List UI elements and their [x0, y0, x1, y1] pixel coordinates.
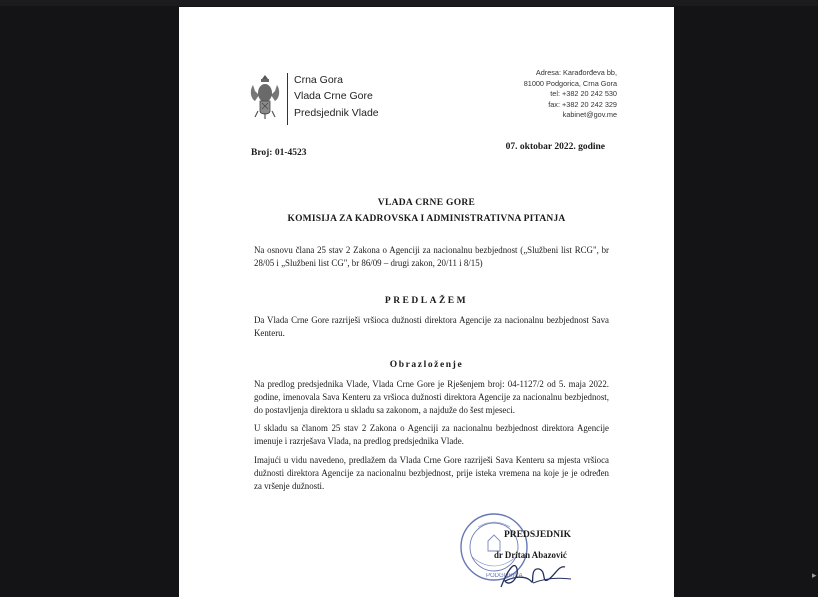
document-date: 07. oktobar 2022. godine	[505, 142, 605, 152]
scroll-marker: ▸	[812, 571, 817, 581]
address-block	[524, 68, 617, 121]
explanation-paragraph-3: Imajući u vidu navedeno, predlažem da Vlada Crne Gore razriješi Sava Kenteru sa mjesta vršioca dužnosti direktora Agencije za nacionalnu bezbjednost, prije isteka vremena na koje je je određen za vršenje dužnosti.	[254, 455, 609, 491]
explanation-heading: Obrazloženje	[389, 360, 464, 370]
explanation-paragraph-2: U skladu sa članom 25 stav 2 Zakona o Agenciji za nacionalnu bezbjednost direktora Agencije imenuje i razrješava Vlada, na predlog predsjednika Vlade.	[254, 423, 609, 446]
letterhead-country: Crna Gora	[294, 74, 344, 86]
proposal-heading: PREDLAŽEM	[384, 296, 469, 306]
coat-of-arms-icon	[249, 73, 281, 121]
viewer-top-bar	[0, 0, 818, 6]
handwritten-signature	[495, 557, 575, 593]
heading-commission: KOMISIJA ZA KADROVSKA I ADMINISTRATIVNA PITANJA	[287, 214, 566, 224]
preamble-text: Na osnovu člana 25 stav 2 Zakona o Agenciji za nacionalnu bezbjednost („Službeni list RCG", br 28/05 i „Službeni list CG", br 86/09 – drugi zakon, 20/11 i 8/15)	[254, 245, 609, 268]
proposal-text: Da Vlada Crne Gore razriješi vršioca dužnosti direktora Agencije za nacionalnu bezbjednost Sava Kenteru.	[254, 315, 609, 338]
heading-government: VLADA CRNE GORE	[377, 198, 476, 208]
letterhead-divider	[287, 73, 288, 125]
explanation-paragraph-1: Na predlog predsjednika Vlade, Vlada Crne Gore je Rješenjem broj: 04-1127/2 od 5. maja 2022. godine, imenovala Sava Kenteru za vršioca dužnosti direktora Agencije za nacionalnu bezbjednost, do postavljenja direktora u skladu sa zakonom, a najduže do šest mjeseci.	[254, 379, 609, 415]
address-phone: tel: +382 20 242 530	[550, 89, 617, 99]
document-page	[179, 7, 674, 597]
address-fax: fax: +382 20 242 329	[548, 99, 617, 109]
address-email: kabinet@gov.me	[562, 110, 617, 120]
reference-number: Broj: 01-4523	[251, 148, 307, 158]
svg-text:PODGORICA: PODGORICA	[486, 573, 523, 579]
signature-title: PREDSJEDNIK	[504, 530, 572, 540]
letterhead-government: Vlada Crne Gore	[294, 90, 373, 102]
address-line: Adresa: Karađorđeva bb,	[535, 68, 617, 77]
letterhead-office: Predsjednik Vlade	[294, 107, 379, 119]
signatory-name: dr Dritan Abazović	[494, 550, 567, 560]
address-city: 81000 Podgorica, Crna Gora	[523, 78, 617, 88]
